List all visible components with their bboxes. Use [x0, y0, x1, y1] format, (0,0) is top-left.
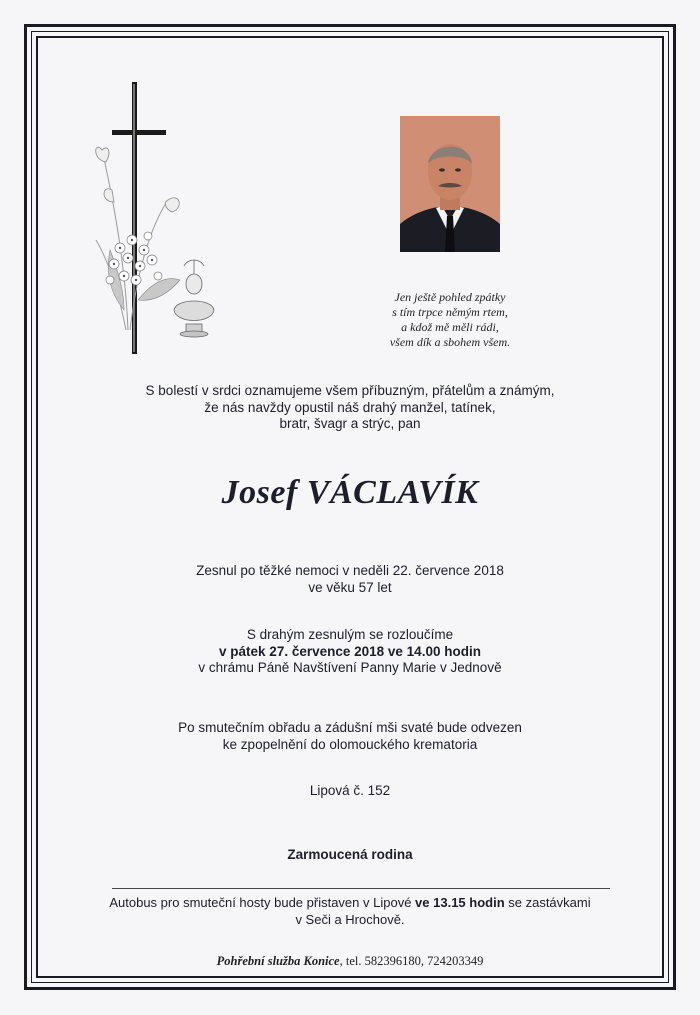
cross-with-flowers-icon — [88, 80, 228, 360]
poem — [350, 290, 550, 350]
announcement-line: že nás navždy opustil náš drahý manžel, tatínek, — [204, 399, 496, 415]
farewell-place: v chrámu Páně Navštívení Panny Marie v Jednově — [198, 660, 502, 675]
bus-line-1 — [60, 895, 640, 912]
bus-time: ve 13.15 hodin — [415, 895, 505, 910]
bus-text-end: se zastávkami — [504, 895, 591, 910]
death-line: Zesnul po těžké nemoci v neděli 22. července 2018 — [196, 563, 504, 578]
poem-line: všem dík a sbohem všem. — [389, 335, 511, 349]
announcement — [60, 383, 640, 433]
divider-line — [112, 888, 610, 889]
announcement-line: bratr, švagr a strýc, pan — [279, 416, 421, 431]
address: Lipová č. 152 — [309, 783, 391, 798]
bus-text: Autobus pro smuteční hosty bude přistaven v Lipové — [109, 895, 416, 910]
first-name: Josef — [221, 474, 298, 511]
announcement-line: S bolestí v srdci oznamujeme všem příbuzným, přátelům a známým, — [145, 383, 555, 398]
farewell-datetime: v pátek 27. července 2018 ve 14.00 hodin — [219, 643, 481, 659]
age-line: ve věku 57 let — [308, 579, 392, 595]
signature: Zarmoucená rodina — [287, 847, 413, 862]
funeral-service-contact: , tel. 582396180, 724203349 — [339, 954, 484, 968]
farewell-intro: S drahým zesnulým se rozloučíme — [246, 627, 454, 642]
bus-line-2: v Seči a Hrochově. — [295, 911, 405, 927]
after-ceremony-line: Po smutečním obřadu a zádušní mši svaté bude odvezen — [178, 720, 522, 735]
farewell-info — [60, 627, 640, 677]
last-name: VÁCLAVÍK — [306, 474, 479, 511]
poem-line: Jen ještě pohled zpátky — [394, 290, 506, 304]
footer — [60, 954, 640, 969]
poem-line: s tím trpce němým rtem, — [392, 305, 508, 319]
bus-info — [60, 895, 640, 928]
after-ceremony-line: ke zpopelnění do olomouckého krematoria — [222, 736, 478, 752]
funeral-service-name: Pohřební služba Konice — [216, 954, 340, 968]
poem-line: a kdož mě měli rádi, — [401, 320, 499, 334]
after-ceremony — [60, 720, 640, 753]
deceased-name — [60, 474, 640, 512]
death-info — [60, 563, 640, 596]
portrait-photo — [400, 116, 500, 252]
